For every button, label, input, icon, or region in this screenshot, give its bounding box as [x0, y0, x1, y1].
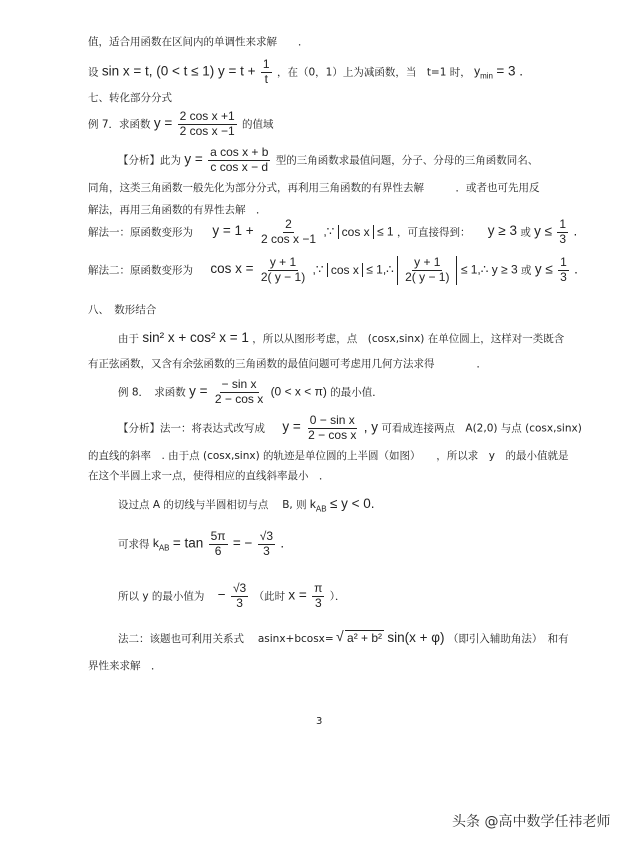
example-line: 例 7．求函数 y = $\frac{\text{2 cos x +1}}{\text{2 cos x −1}}$ 的值域	[88, 109, 274, 138]
section-heading: 七、转化部分分式	[88, 92, 172, 104]
text-line: 界性来求解 ．	[88, 660, 162, 672]
text-line: 值，适合用函数在区间内的单调性来求解 ．	[88, 36, 309, 48]
text-line: 有正弦函数，又含有余弦函数的三角函数的最值问题可考虑用几何方法求得 ．	[88, 358, 487, 370]
analysis-line: 【分析】法一：将表达式改写成 y = $\frac{\text{0 − sin x}}{\text{2 − cos x}}$ , y 可看成连接两点 A(2,0) 与点 (cosx,sinx)	[118, 413, 582, 442]
math-line: 所以 y 的最小值为 − $\frac{√3}{3}$ （此时 x = $\frac{\pi}{3}$ ）．	[118, 581, 346, 610]
section-heading: 八、 数形结合	[88, 304, 157, 316]
math-line: 设 sin x = t, (0 < t ≤ 1) y = t + $\frac{1}{t}$ ，在（0，1）上为减函数，当 t=1 时， $y_{min} = 3$ .	[88, 57, 523, 86]
page-number: 3	[316, 716, 323, 727]
math-line: 设过点 A 的切线与半圆相切与点 B, 则 $k_{AB} \le y < 0$.	[118, 496, 375, 514]
text-line: 在这个半圆上求一点，使得相应的直线斜率最小 ．	[88, 470, 330, 482]
solution-one-line: 解法一：原函数变形为 y = 1 + $\frac{2}{\text{2 cos x −1}}$ ,∵ cos x ≤ 1 ，可直接得到： y ≥ 3 或 y ≤ $\frac{1}{3}$ .	[88, 217, 578, 246]
text-line: 同角，这类三角函数一般先化为部分分式，再利用三角函数的有界性去解 ．或者也可先用反	[88, 182, 540, 194]
method-two-line: 法二：该题也可利用关系式 asinx+bcosx= √ a² + b² sin(x + φ) （即引入辅助角法） 和有	[118, 630, 569, 646]
watermark-footer: 头条 @高中数学任祎老师	[452, 814, 611, 830]
example-line: 例 8． 求函数 y = $\frac{\text{− sin x}}{\text{2 − cos x}}$ (0 < x < π) 的最小值．	[118, 377, 383, 406]
solution-two-line: 解法二：原函数变形为 cos x = $\frac{y + 1}{2( y - 1)}$ ,∵ cos x ≤ 1,∴ $\frac{y + 1}{2( y - 1)}$ ≤ 1,∴ y ≥ 3 或 y ≤ $\frac{1}{3}$ .	[88, 255, 578, 284]
text-line: 解法，再用三角函数的有界性去解 ．	[88, 204, 267, 216]
analysis-line: 【分析】此为 y = $\frac{\text{a cos x + b}}{\text{c cos x − d}}$ 型的三角函数求最值问题，分子、分母的三角函数同名、	[118, 145, 539, 174]
text-line: 由于 sin² x + cos² x = 1 ，所以从图形考虑，点 (cosx,sinx) 在单位圆上，这样对一类既含	[118, 330, 565, 345]
text-line: 的直线的斜率 . 由于点 (cosx,sinx) 的轨迹是单位圆的上半圆（如图） ，所以求 y 的最小值就是	[88, 450, 569, 462]
math-line: 可求得 $k_{AB} = \tan$ $\frac{5\pi}{6}$ = − $\frac{√3}{3}$ .	[118, 529, 285, 558]
